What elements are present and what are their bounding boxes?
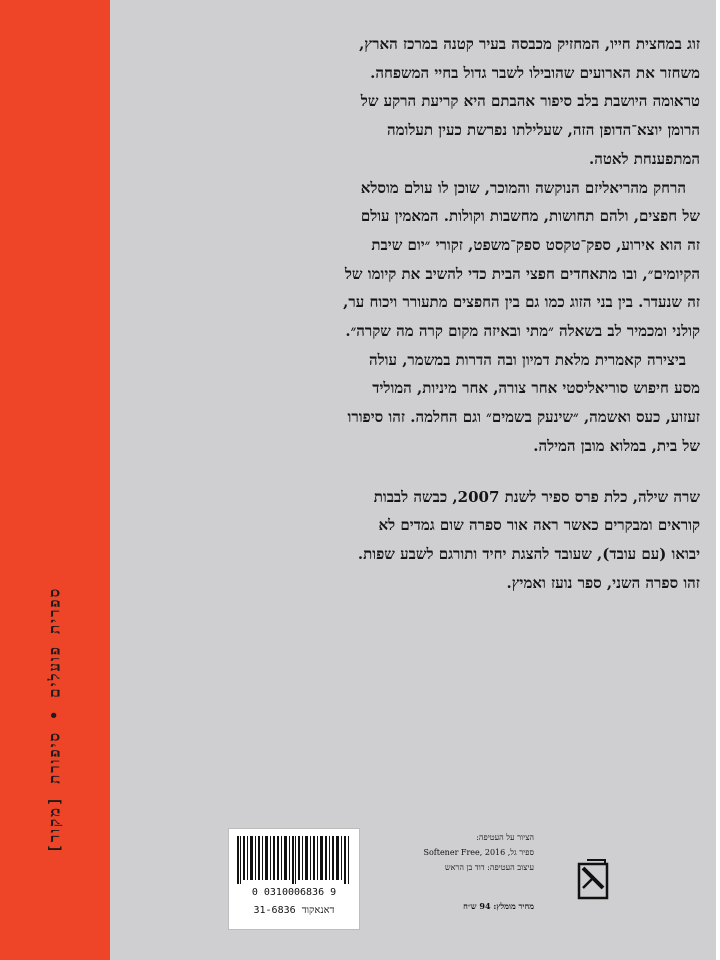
blurb-line: שרה שילה, כלת פרס ספיר לשנת 2007, כבשה לבבות (373, 487, 700, 506)
credit-line: הציור על העטיפה: (476, 833, 534, 842)
blurb-text (245, 30, 700, 597)
blurb-paragraph-4 (245, 483, 700, 598)
blurb-line: של בית, במלוא מובן המילה. (533, 436, 700, 455)
blurb-paragraph-3 (245, 346, 700, 461)
blurb-line: קולני ומכמיר לב בשאלה ״מתי ובאיזה מקום קרה מה שקרה״. (345, 322, 700, 341)
credit-line: עיצוב העטיפה: דוד בן הראש (444, 863, 534, 872)
blurb-line: טראומה היושבת בלב סיפור אהבתם היא קריעת הרקע של (360, 92, 700, 111)
blurb-paragraph-2 (245, 174, 700, 346)
blurb-line: קוראים ומבקרים כאשר ראה אור ספרה שום גמדים לא (378, 516, 700, 535)
barcode-number: 0 0310006836 9 (251, 887, 337, 898)
blurb-line: זהו ספרה השני, ספר נועז ואמיץ. (506, 573, 700, 592)
blurb-line: מסע חיפוש סוריאליסטי אחר צורה, אחר מיניות, המוליד (372, 379, 700, 398)
barcode-label (228, 828, 360, 930)
publisher-logo-icon (577, 858, 611, 900)
danacode (229, 905, 359, 916)
cover-credits (372, 830, 534, 914)
recommended-price: מחיר מומלץ: 94 ש״ח (463, 901, 534, 911)
blurb-line: של חפצים, ולהם תחושות, מחשבות וקולות. המאמין עולם (360, 207, 700, 226)
spine-title: ספרית פועלים • סיפורת [מקור] (45, 586, 64, 854)
blurb-line: זעזוע, כעס ואשמה, ״שינעק בשמים״ וגם החלמה. זהו סיפורו (347, 408, 700, 427)
blurb-line: ביצירה קאמרית מלאת דמיון ובה הדרות במשמר, עולה (369, 350, 686, 369)
barcode-icon (237, 836, 351, 884)
blurb-line: הרומן יוצא־הדופן הזה, שעלילתו נפרשת כעין תעלומה (386, 121, 700, 140)
blurb-line: יבואו (עם עובד), שעובד להצגת יחיד ותורגם לשבע שפות. (357, 544, 700, 563)
danacode-label: דאנאקוד (301, 905, 335, 916)
blurb-paragraph-1 (245, 30, 700, 174)
blurb-line: הקיומים״, ובו מתאחדים חפצי הבית כדי להשיב את קיומו של (344, 264, 700, 283)
blurb-line: המתפענחת לאטה. (589, 149, 700, 168)
spine-strip (0, 0, 110, 960)
blurb-line: זה הוא אירוע, ספק־טקסט ספק־משפט, זקורי ״יום שיבת (371, 235, 700, 254)
credit-line: ספיר גל, Softener Free, 2016 (423, 848, 534, 857)
blurb-line: זה שנעדר. בין בני הזוג כמו גם בין החפצים מתעורר ויכוח ער, (343, 293, 700, 312)
blurb-line: זוג במחצית חייו, המחזיק מכבסה בעיר קטנה במרכז הארץ, (359, 35, 700, 53)
blurb-line: משחזר את הארועים שהובילו לשבר גדול בחיי המשפחה. (370, 63, 700, 82)
danacode-value: 31-6836 (253, 905, 296, 916)
blurb-line: הרחק מהריאליזם הנוקשה והמוכר, שוכן לו עולם מוסלא (360, 178, 686, 197)
